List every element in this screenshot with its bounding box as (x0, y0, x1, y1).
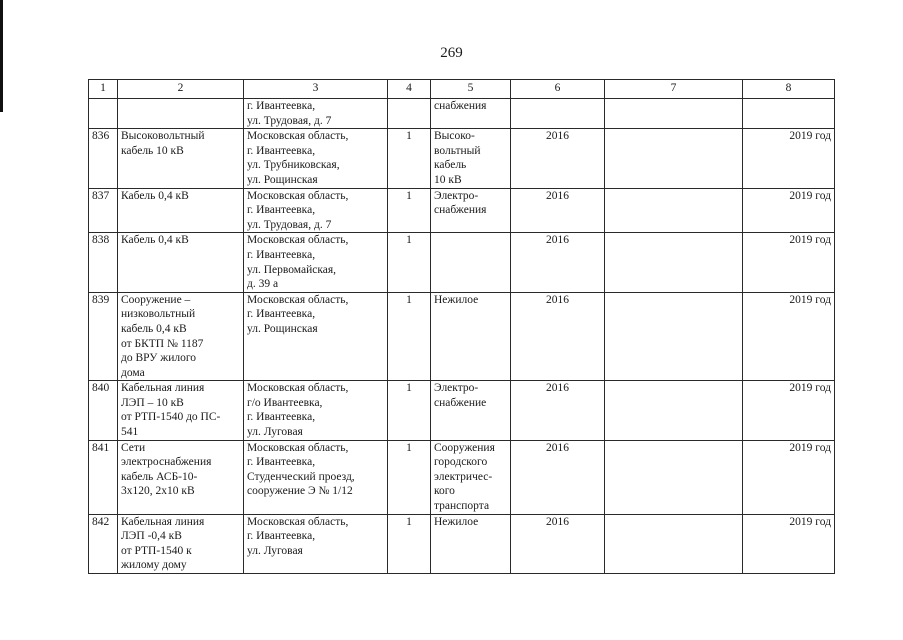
cell-address (244, 514, 388, 573)
cell-object-name-text: Кабельная линия ЛЭП -0,4 кВ от РТП-1540 к жилому дому (121, 515, 205, 572)
cell-col-7 (605, 188, 743, 233)
cell-term (743, 233, 835, 292)
cell-year (511, 129, 605, 188)
table-row (89, 99, 835, 129)
cell-address-text: Московская область, г. Ивантеевка, ул. Луговая (247, 515, 349, 557)
cell-quantity (388, 188, 431, 233)
table-row (89, 292, 835, 381)
cell-year-text: 2016 (546, 382, 569, 395)
cell-year-text: 2016 (546, 130, 569, 143)
cell-address-text: Московская область, г. Ивантеевка, ул. Трудовая, д. 7 (247, 189, 349, 231)
cell-col-7 (605, 514, 743, 573)
cell-quantity-text: 1 (406, 382, 412, 395)
cell-year (511, 188, 605, 233)
cell-address (244, 381, 388, 440)
header-col-2: 2 (118, 80, 244, 99)
cell-year (511, 514, 605, 573)
cell-number-text: 842 (92, 515, 110, 528)
cell-address (244, 188, 388, 233)
header-col-4: 4 (388, 80, 431, 99)
cell-term-text: 2019 год (789, 382, 831, 395)
cell-year-text: 2016 (546, 515, 569, 528)
cell-number-text: 838 (92, 234, 110, 247)
cell-quantity (388, 99, 431, 129)
cell-object-name (118, 514, 244, 573)
header-col-7: 7 (605, 80, 743, 99)
cell-quantity (388, 440, 431, 514)
table-row (89, 129, 835, 188)
cell-object-name (118, 440, 244, 514)
cell-purpose (431, 440, 511, 514)
cell-purpose (431, 129, 511, 188)
cell-address (244, 99, 388, 129)
cell-number-text: 840 (92, 382, 110, 395)
cell-object-name-text: Сети электроснабжения кабель АСБ-10- 3х120, 2х10 кВ (121, 441, 212, 498)
cell-term (743, 381, 835, 440)
cell-object-name (118, 99, 244, 129)
cell-number (89, 440, 118, 514)
cell-purpose-text: Нежилое (434, 293, 479, 306)
cell-term (743, 99, 835, 129)
cell-number (89, 99, 118, 129)
cell-address-text: Московская область, г. Ивантеевка, Студенческий проезд, сооружение Э № 1/12 (247, 441, 355, 498)
cell-term (743, 292, 835, 381)
cell-quantity-text: 1 (406, 189, 412, 202)
cell-quantity (388, 381, 431, 440)
cell-address (244, 233, 388, 292)
table-row (89, 233, 835, 292)
cell-year (511, 381, 605, 440)
header-col-6: 6 (511, 80, 605, 99)
cell-purpose-text: снабжения (434, 100, 487, 112)
cell-quantity-text: 1 (406, 234, 412, 247)
page-number: 269 (440, 45, 463, 61)
cell-address (244, 292, 388, 381)
cell-col-7 (605, 440, 743, 514)
cell-col-7 (605, 381, 743, 440)
cell-year (511, 99, 605, 129)
cell-object-name-text: Высоковольтный кабель 10 кВ (121, 130, 205, 157)
cell-object-name (118, 381, 244, 440)
cell-number-text: 841 (92, 441, 110, 454)
cell-object-name (118, 188, 244, 233)
cell-col-7 (605, 233, 743, 292)
cell-number (89, 188, 118, 233)
table-row (89, 440, 835, 514)
cell-quantity (388, 129, 431, 188)
cell-number (89, 129, 118, 188)
cell-year-text: 2016 (546, 293, 569, 306)
cell-term-text: 2019 год (789, 130, 831, 143)
header-col-8: 8 (743, 80, 835, 99)
cell-term (743, 440, 835, 514)
cell-term (743, 188, 835, 233)
cell-quantity (388, 292, 431, 381)
cell-address-text: Московская область, г/о Ивантеевка, г. Ивантеевка, ул. Луговая (247, 382, 349, 439)
cell-quantity-text: 1 (406, 130, 412, 143)
header-col-1: 1 (89, 80, 118, 99)
cell-object-name (118, 129, 244, 188)
cell-object-name-text: Кабельная линия ЛЭП – 10 кВ от РТП-1540 до ПС- 541 (121, 382, 221, 439)
cell-address-text: Московская область, г. Ивантеевка, ул. Первомайская, д. 39 а (247, 234, 349, 291)
cell-object-name (118, 292, 244, 381)
cell-purpose (431, 188, 511, 233)
cell-year (511, 233, 605, 292)
cell-number (89, 381, 118, 440)
cell-year-text: 2016 (546, 189, 569, 202)
cell-quantity-text: 1 (406, 441, 412, 454)
cell-address (244, 440, 388, 514)
table-row (89, 381, 835, 440)
cell-number (89, 514, 118, 573)
cell-quantity (388, 514, 431, 573)
cell-quantity-text: 1 (406, 293, 412, 306)
cell-year-text: 2016 (546, 441, 569, 454)
cell-purpose (431, 233, 511, 292)
cell-number-text: 836 (92, 130, 110, 143)
cell-address-text: г. Ивантеевка, ул. Трудовая, д. 7 (247, 100, 332, 127)
cell-term-text: 2019 год (789, 293, 831, 306)
cell-year-text: 2016 (546, 234, 569, 247)
cell-address-text: Московская область, г. Ивантеевка, ул. Трубниковская, ул. Рощинская (247, 130, 349, 186)
header-row (89, 80, 835, 99)
cell-term-text: 2019 год (789, 515, 831, 528)
cell-address-text: Московская область, г. Ивантеевка, ул. Рощинская (247, 293, 349, 335)
cell-purpose-text: Электро- снабжение (434, 382, 487, 409)
cell-purpose (431, 381, 511, 440)
cell-year (511, 440, 605, 514)
cell-purpose-text: Высоко- вольтный кабель 10 кВ (434, 130, 481, 186)
cell-object-name-text: Сооружение – низковольтный кабель 0,4 кВ от БКТП № 1187 до ВРУ жилого дома (121, 293, 204, 379)
cell-number (89, 292, 118, 381)
cell-term (743, 129, 835, 188)
cell-purpose (431, 514, 511, 573)
cell-term-text: 2019 год (789, 441, 831, 454)
cell-purpose-text: Электро- снабжения (434, 189, 487, 217)
property-registry-table (88, 79, 835, 574)
cell-quantity (388, 233, 431, 292)
cell-object-name-text: Кабель 0,4 кВ (121, 189, 189, 202)
cell-object-name-text: Кабель 0,4 кВ (121, 234, 189, 247)
cell-quantity-text: 1 (406, 515, 412, 528)
cell-term-text: 2019 год (789, 234, 831, 247)
table-row (89, 514, 835, 573)
header-col-3: 3 (244, 80, 388, 99)
cell-year (511, 292, 605, 381)
table-row (89, 188, 835, 233)
cell-number-text: 839 (92, 293, 110, 306)
header-col-5: 5 (431, 80, 511, 99)
table-body (89, 99, 835, 574)
cell-col-7 (605, 129, 743, 188)
cell-number (89, 233, 118, 292)
cell-purpose (431, 99, 511, 129)
cell-col-7 (605, 99, 743, 129)
cell-term-text: 2019 год (789, 189, 831, 202)
cell-address (244, 129, 388, 188)
cell-purpose (431, 292, 511, 381)
cell-purpose-text: Нежилое (434, 515, 479, 528)
cell-number-text: 837 (92, 189, 110, 202)
cell-col-7 (605, 292, 743, 381)
cell-purpose-text: Сооружения городского электричес- кого транспорта (434, 441, 495, 513)
cell-term (743, 514, 835, 573)
cell-object-name (118, 233, 244, 292)
